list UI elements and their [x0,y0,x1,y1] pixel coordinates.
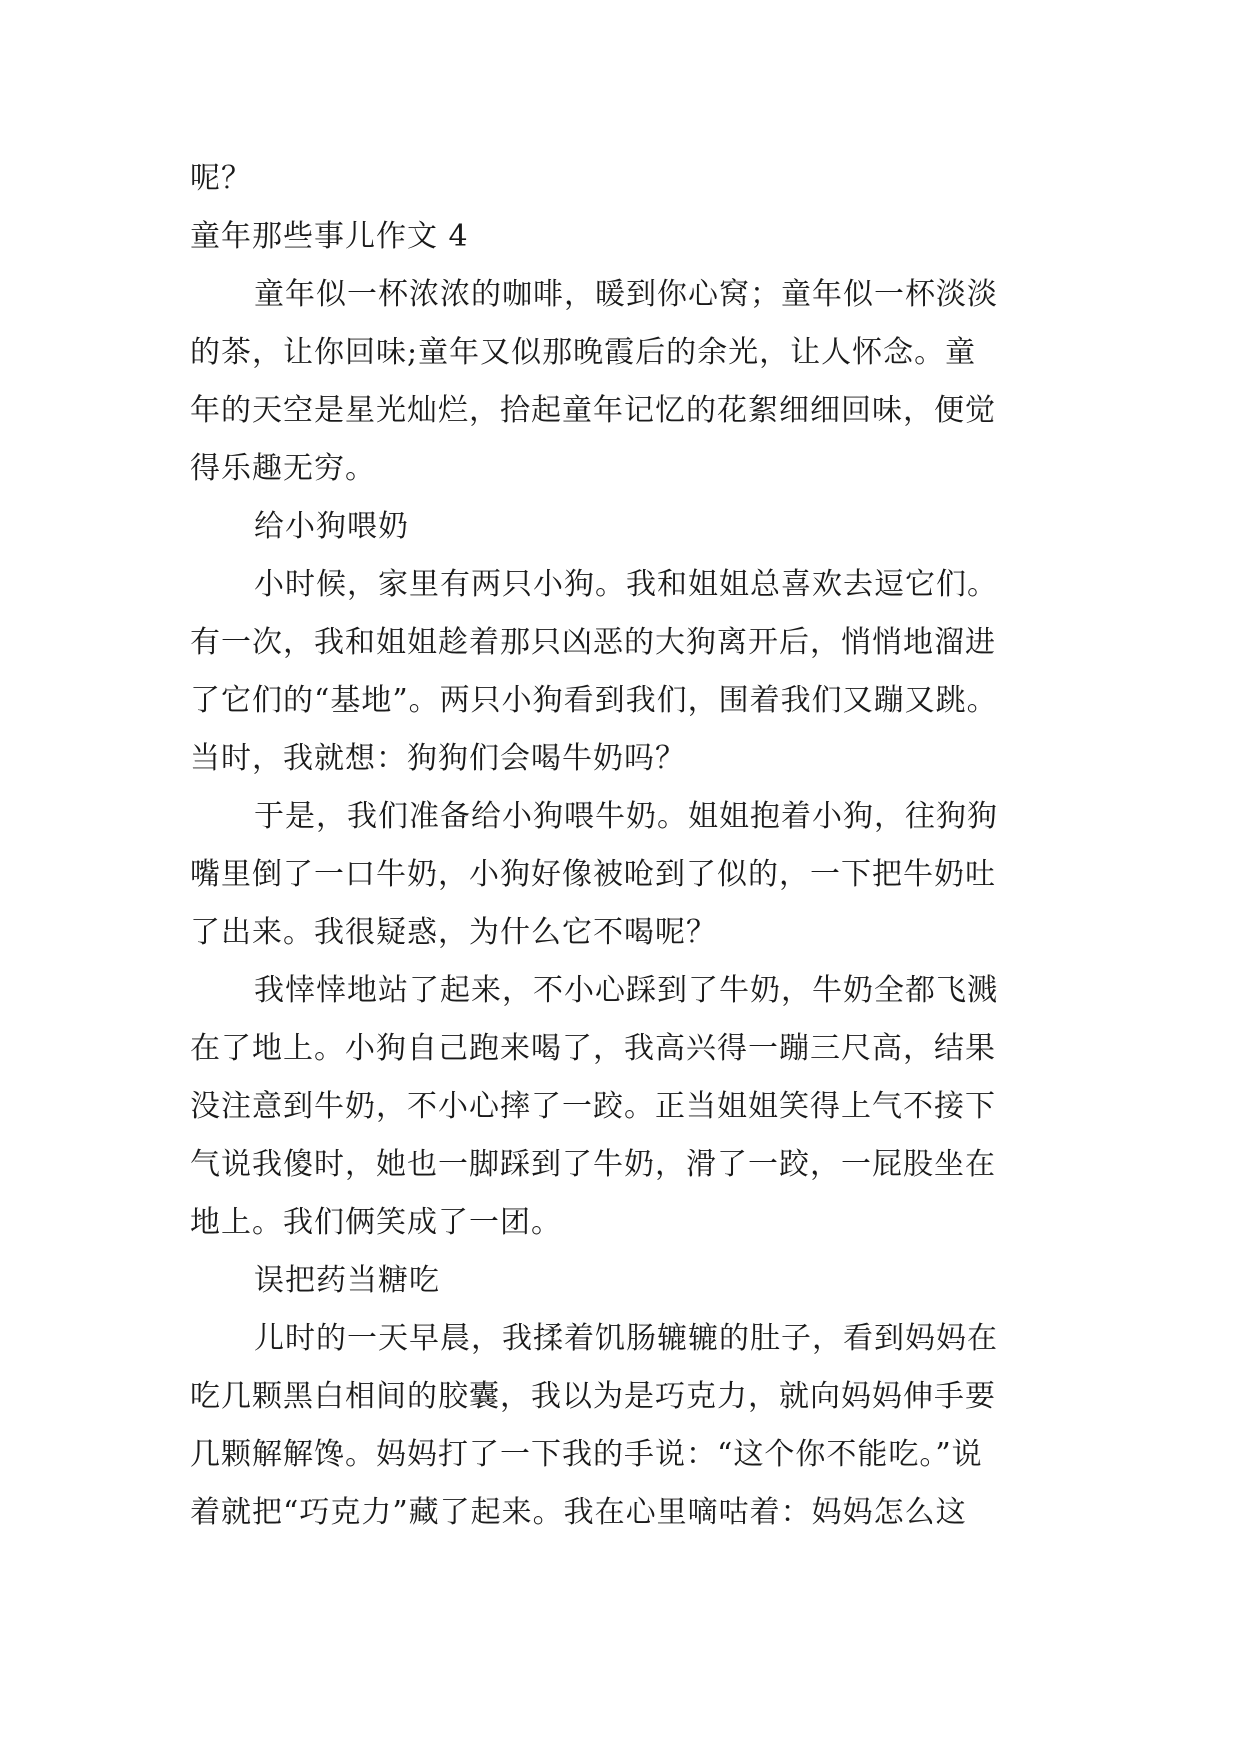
section-heading: 给小狗喂奶 [254,509,409,544]
text-line: 得乐趣无穷。 [190,451,376,486]
text-line: 几颗解解馋。妈妈打了一下我的手说：“这个你不能吃。”说 [190,1437,983,1472]
text-line: 于是，我们准备给小狗喂牛奶。姐姐抱着小狗，往狗狗 [254,799,998,834]
text-line: 了它们的“基地”。两只小狗看到我们，围着我们又蹦又跳。 [190,683,998,718]
text-line: 没注意到牛奶，不小心摔了一跤。正当姐姐笑得上气不接下 [190,1089,996,1124]
text-line: 童年似一杯浓浓的咖啡，暖到你心窝；童年似一杯淡淡 [254,277,998,312]
essay-title: 童年那些事儿作文 4 [190,219,469,254]
text-line: 呢？ [190,161,252,196]
text-line: 小时候，家里有两只小狗。我和姐姐总喜欢去逗它们。 [254,567,998,602]
text-line: 地上。我们俩笑成了一团。 [190,1205,562,1240]
text-line: 气说我傻时，她也一脚踩到了牛奶，滑了一跤，一屁股坐在 [190,1147,996,1182]
text-line: 当时，我就想：狗狗们会喝牛奶吗？ [190,741,686,776]
text-line: 有一次，我和姐姐趁着那只凶恶的大狗离开后，悄悄地溜进 [190,625,996,660]
section-heading: 误把药当糖吃 [254,1263,440,1298]
text-line: 吃几颗黑白相间的胶囊，我以为是巧克力，就向妈妈伸手要 [190,1379,996,1414]
text-line: 年的天空是星光灿烂，拾起童年记忆的花絮细细回味，便觉 [190,393,996,428]
document-body [190,150,1070,1542]
text-line: 在了地上。小狗自己跑来喝了，我高兴得一蹦三尺高，结果 [190,1031,996,1066]
text-line: 的茶，让你回味;童年又似那晚霞后的余光，让人怀念。童 [190,335,977,370]
text-line: 我悻悻地站了起来，不小心踩到了牛奶，牛奶全都飞溅 [254,973,998,1008]
text-line: 儿时的一天早晨，我揉着饥肠辘辘的肚子，看到妈妈在 [254,1321,998,1356]
text-line: 着就把“巧克力”藏了起来。我在心里嘀咕着：妈妈怎么这 [190,1495,967,1530]
text-line: 嘴里倒了一口牛奶，小狗好像被呛到了似的，一下把牛奶吐 [190,857,996,892]
text-line: 了出来。我很疑惑，为什么它不喝呢？ [190,915,717,950]
